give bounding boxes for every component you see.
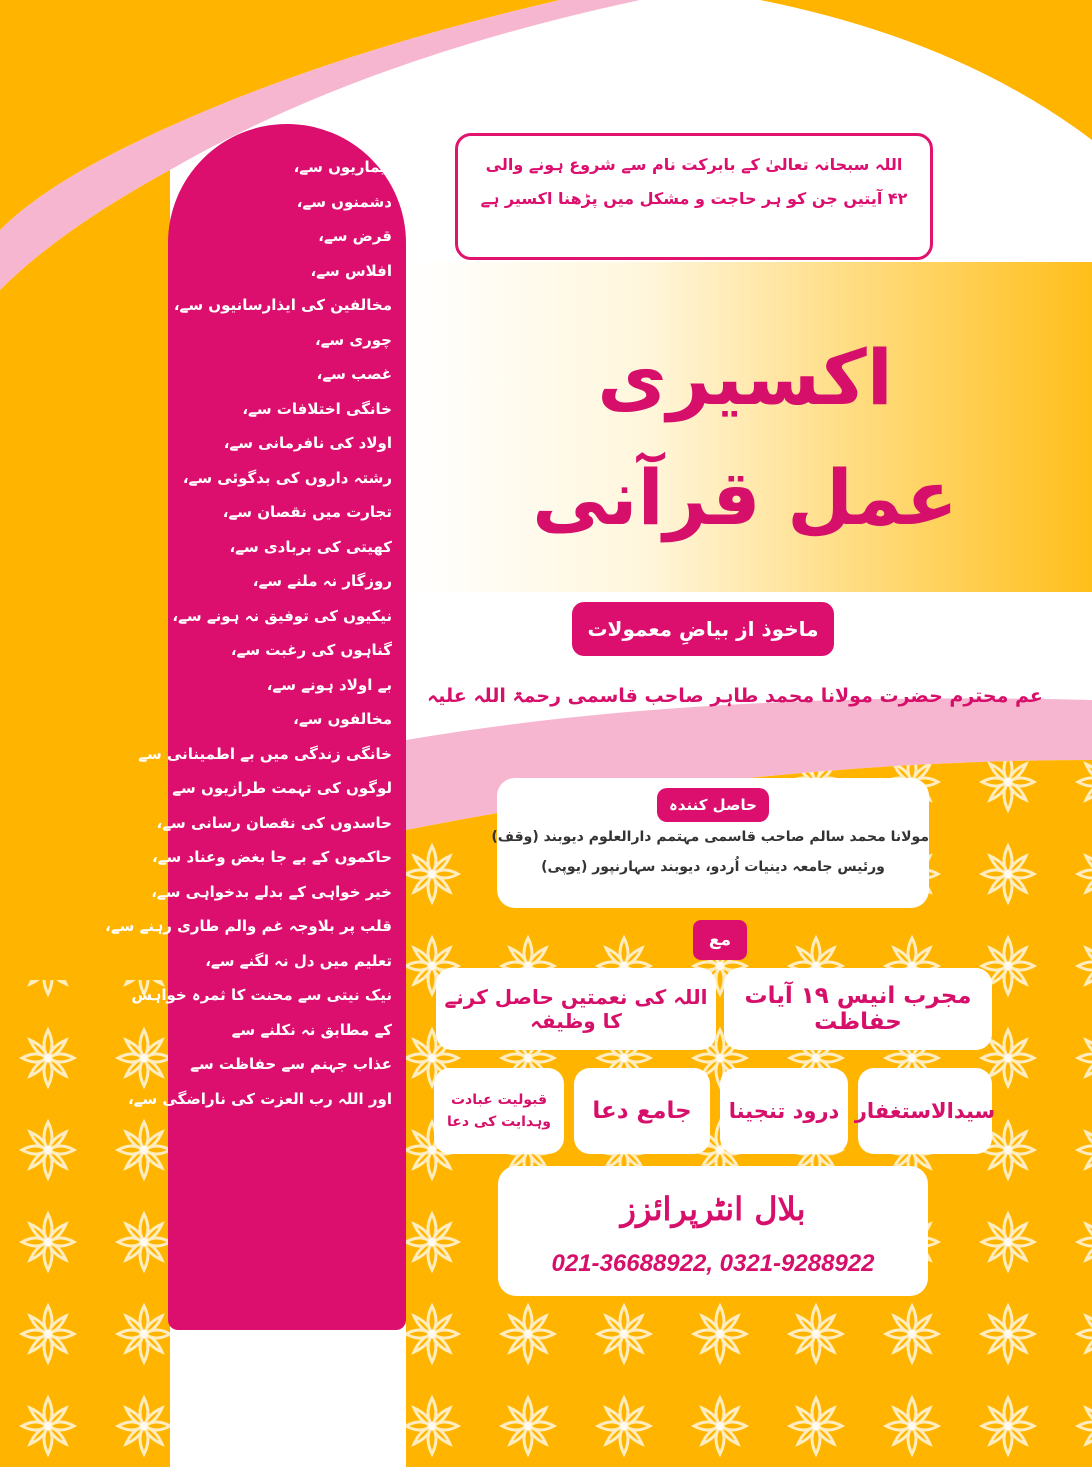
protection-item: غصب سے، <box>316 365 392 383</box>
feature-sayyid-istighfar: سیدالاستغفار <box>858 1068 992 1154</box>
feature-durood-tanjina: درود تنجینا <box>720 1068 848 1154</box>
book-title-line-2: عمل قرآنی <box>532 453 958 542</box>
protection-item: خیر خواہی کے بدلے بدخواہی سے، <box>151 882 392 901</box>
publisher-phone: 021-36688922, 0321-9288922 <box>551 1250 875 1277</box>
protection-item: حاکموں کے بے جا بغض وعناد سے، <box>152 848 392 866</box>
with-badge: مع <box>693 920 747 960</box>
intro-box <box>455 133 933 260</box>
feature-blessings-wazifa: اللہ کی نعمتیں حاصل کرنے کا وظیفہ <box>436 968 716 1050</box>
protection-item: گناہوں کی رغبت سے، <box>230 641 392 659</box>
protection-item: بے اولاد ہونے سے، <box>266 675 392 694</box>
protection-item: افلاس سے، <box>310 261 392 280</box>
protection-item: چوری سے، <box>314 330 392 349</box>
source-badge: ماخوذ از بیاضِ معمولات <box>572 602 834 656</box>
intro-line-1: اللہ سبحانہ تعالیٰ کے بابرکت نام سے شروع ہونے والی <box>485 155 903 174</box>
protection-item: تعلیم میں دل نہ لگنے سے، <box>205 951 392 970</box>
book-title-line-1: اکسیری <box>597 333 893 422</box>
protection-item: نیک نیتی سے محنت کا ثمرہ خواہش <box>131 986 392 1004</box>
protection-item: مخالفین کی ایذارسانیوں سے، <box>173 296 392 314</box>
protection-item: خانگی زندگی میں بے اطمینانی سے <box>138 744 392 763</box>
compiler-line-2: ورئیس جامعہ دینیات اُردو، دیوبند سہارنپور (یوپی) <box>541 859 885 875</box>
protections-panel <box>105 124 406 1330</box>
protection-item: کے مطابق نہ نکلنے سے <box>231 1020 392 1039</box>
protection-item: کھیتی کی بربادی سے، <box>229 537 392 556</box>
feature-protection-verses: مجرب انیس ١٩ آیات حفاظت <box>724 968 992 1050</box>
protections-list <box>105 150 392 1116</box>
protection-item: حاسدوں کی نقصان رسانی سے، <box>156 813 392 832</box>
compiler-label: حاصل کنندہ <box>657 788 769 822</box>
protection-item: قرض سے، <box>318 227 392 245</box>
protection-item: بیماریوں سے، <box>293 158 392 176</box>
protection-item: دشمنوں سے، <box>296 192 392 211</box>
feature-acceptance-dua: قبولیت عبادت وہدایت کی دعا <box>434 1068 564 1154</box>
protection-item: رشتہ داروں کی بدگوئی سے، <box>182 468 392 487</box>
protection-item: اور اللہ رب العزت کی ناراضگی سے، <box>127 1089 392 1108</box>
compiler-box <box>491 778 929 908</box>
protection-item: تجارت میں نقصان سے، <box>222 503 392 521</box>
protection-item: عذاب جہنم سے حفاظت سے <box>190 1055 392 1073</box>
protection-item: اولاد کی نافرمانی سے، <box>223 434 392 452</box>
compiler-line-1: مولانا محمد سالم صاحب قاسمی مہتمم دارالعلوم دیوبند (وقف) <box>491 829 929 845</box>
feature-jami-dua: جامع دعا <box>574 1068 710 1154</box>
protection-item: خانگی اختلافات سے، <box>242 399 392 418</box>
author-line: عم محترم حضرت مولانا محمد طاہر صاحب قاسمی رحمۃ اللہ علیہ <box>427 685 1043 707</box>
protection-item: لوگوں کی تہمت طرازیوں سے <box>172 779 392 797</box>
protection-item: نیکیوں کی توفیق نہ ہونے سے، <box>172 606 392 625</box>
protection-item: قلب پر بلاوجہ غم والم طاری رہنے سے، <box>105 917 392 935</box>
intro-line-2: ۴۲ آیتیں جن کو ہر حاجت و مشکل میں پڑھنا اکسیر ہے <box>480 189 908 208</box>
publisher-name: بلال انٹرپرائزز <box>620 1190 806 1228</box>
protection-item: روزگار نہ ملنے سے، <box>252 572 392 590</box>
publisher-box <box>498 1166 928 1296</box>
protection-item: مخالفوں سے، <box>293 710 392 728</box>
